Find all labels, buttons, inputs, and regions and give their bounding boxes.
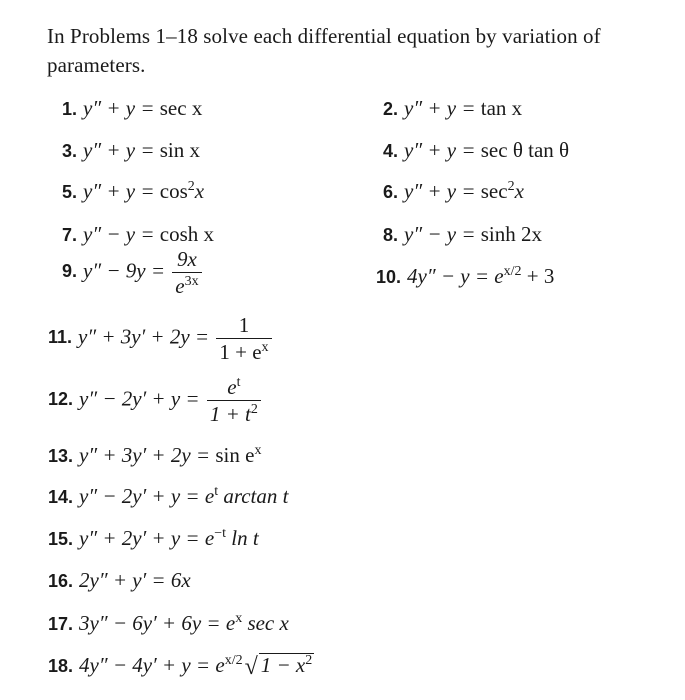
fraction (216, 312, 271, 365)
problem-12 (48, 374, 263, 427)
problem-14 (48, 482, 288, 511)
fraction (207, 374, 261, 427)
equation-rhs: sec x (159, 96, 203, 120)
equation-lhs: 2y″ + y′ = 6x (79, 568, 191, 592)
problem-number: 13. (48, 446, 74, 466)
problem-number: 2. (383, 99, 399, 119)
numerator: 1 (216, 312, 271, 339)
problem-number: 17. (48, 614, 74, 634)
numerator: 9x (172, 246, 201, 273)
equation-lhs: y″ + 3y′ + 2y = (78, 324, 215, 349)
equation-lhs: y″ + y = (83, 96, 160, 120)
problem-number: 3. (62, 141, 78, 161)
radical-sign: √ (244, 654, 258, 680)
equation-tail: sec x (242, 611, 289, 635)
equation-lhs: 3y″ − 6y′ + 6y = (79, 611, 226, 635)
problem-18 (48, 651, 314, 681)
problem-number: 10. (376, 267, 402, 287)
problem-number: 16. (48, 571, 74, 591)
equation-tail: ln t (225, 526, 259, 550)
equation-lhs: y″ + 2y′ + y = (79, 526, 205, 550)
equation-tail: + 3 (521, 264, 555, 288)
problem-number: 6. (383, 182, 399, 202)
equation-lhs: y″ + y = (83, 179, 160, 203)
exponent: x/2 (503, 264, 522, 279)
equation-lhs: y″ − y = (83, 222, 160, 246)
problem-number: 15. (48, 529, 74, 549)
equation-lhs: y″ − 9y = (83, 258, 171, 283)
equation-lhs: y″ + y = (404, 138, 481, 162)
equation-tail: arctan t (218, 484, 289, 508)
problem-4 (383, 136, 569, 165)
equation-base: e (215, 653, 225, 677)
fraction (172, 246, 201, 299)
problem-number: 9. (62, 261, 78, 282)
denominator: $1 + e^x$ (219, 340, 269, 364)
equation-lhs: 4y″ − 4y′ + y = (79, 653, 216, 677)
problem-number: 8. (383, 225, 399, 245)
problem-1 (62, 94, 202, 123)
equation-rhs: sec (480, 179, 508, 203)
equation-rhs: cos (159, 179, 188, 203)
exponent: −t (214, 526, 226, 541)
equation-base: e (204, 484, 215, 508)
equation-base: e (494, 264, 504, 288)
equation-lhs: y″ + y = (404, 179, 481, 203)
exponent: x (254, 443, 262, 458)
problem-number: 4. (383, 141, 399, 161)
equation-lhs: y″ − 2y′ + y = (79, 484, 205, 508)
problem-8 (383, 220, 542, 249)
exponent: 2 (187, 179, 195, 194)
problem-3 (62, 136, 200, 165)
problem-number: 5. (62, 182, 78, 202)
equation-lhs: 4y″ − y = (407, 264, 495, 288)
equation-tail: x (194, 179, 205, 203)
problem-number: 11. (48, 327, 73, 348)
equation-base: e (204, 526, 215, 550)
problem-number: 1. (62, 99, 78, 119)
denominator: $e^{3x}$ (175, 274, 199, 298)
radicand: $1 - x^2$ (260, 653, 313, 677)
problem-6 (383, 177, 524, 206)
equation-lhs: y″ + 3y′ + 2y = (79, 443, 216, 467)
problem-13 (48, 441, 261, 470)
exponent: t (214, 484, 219, 499)
equation-lhs: y″ + y = (83, 138, 160, 162)
equation-rhs: sin e (215, 443, 255, 467)
equation-tail: x (514, 179, 524, 203)
denominator: $1 + t^2$ (209, 402, 258, 426)
problem-10 (376, 262, 554, 291)
equation-base: e (225, 611, 236, 635)
exponent: x (235, 611, 243, 626)
problem-15 (48, 524, 259, 553)
problem-number: 18. (48, 656, 74, 676)
equation-rhs: sec θ tan θ (480, 138, 570, 162)
problem-number: 12. (48, 389, 74, 410)
equation-lhs: y″ − y = (404, 222, 481, 246)
exponent: 2 (507, 179, 515, 194)
problem-17 (48, 609, 289, 638)
numerator: $e^t$ (207, 374, 261, 401)
equation-lhs: y″ − 2y′ + y = (79, 386, 205, 411)
equation-rhs: cosh x (159, 222, 214, 246)
equation-rhs: sin x (159, 138, 201, 162)
problem-9 (62, 246, 204, 299)
problem-2 (383, 94, 522, 123)
problem-11 (48, 312, 274, 365)
equation-rhs: sinh 2x (480, 222, 543, 246)
equation-lhs: y″ + y = (404, 96, 481, 120)
problem-5 (62, 177, 204, 206)
problem-7 (62, 220, 214, 249)
instructions-paragraph: In Problems 1–18 solve each differential equation by variation of parameters. (47, 24, 601, 77)
problem-number: 7. (62, 225, 78, 245)
problem-number: 14. (48, 487, 74, 507)
problem-16 (48, 566, 191, 595)
exponent: x/2 (224, 653, 243, 668)
equation-rhs: tan x (480, 96, 523, 120)
